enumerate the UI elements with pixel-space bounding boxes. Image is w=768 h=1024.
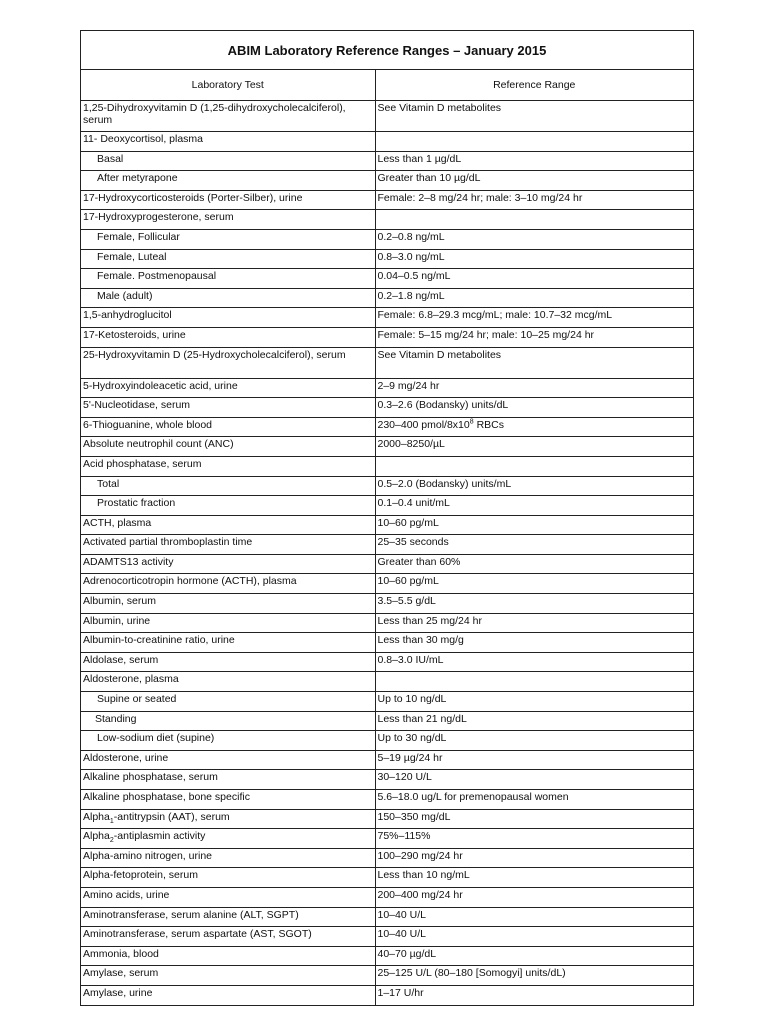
range-value: Less than 1 µg/dL bbox=[377, 152, 462, 165]
table-row bbox=[81, 249, 693, 269]
range-value: 5–19 µg/24 hr bbox=[377, 751, 443, 764]
table-row bbox=[81, 101, 693, 132]
test-name: Amylase, urine bbox=[83, 986, 153, 999]
test-name: Alpha-fetoprotein, serum bbox=[83, 869, 198, 882]
table-row bbox=[81, 190, 693, 210]
test-name: Female. Postmenopausal bbox=[97, 270, 217, 283]
table-row bbox=[81, 985, 693, 1004]
reference-range-cell bbox=[375, 927, 693, 947]
table-row bbox=[81, 417, 693, 437]
laboratory-test-cell bbox=[81, 809, 375, 829]
test-name: Prostatic fraction bbox=[97, 497, 176, 510]
test-name: Male (adult) bbox=[97, 289, 153, 302]
table-row bbox=[81, 711, 693, 731]
test-name: ADAMTS13 activity bbox=[83, 555, 174, 568]
range-value: 10–40 U/L bbox=[377, 928, 426, 941]
range-value: 1–17 U/hr bbox=[377, 986, 424, 999]
reference-range-cell bbox=[375, 269, 693, 289]
table-row bbox=[81, 809, 693, 829]
laboratory-test-cell bbox=[81, 966, 375, 986]
laboratory-test-cell bbox=[81, 249, 375, 269]
reference-range-cell bbox=[375, 210, 693, 230]
laboratory-test-cell bbox=[81, 347, 375, 378]
range-value: See Vitamin D metabolites bbox=[377, 102, 502, 114]
laboratory-test-cell bbox=[81, 790, 375, 810]
test-name: Basal bbox=[97, 152, 124, 165]
range-value: 10–40 U/L bbox=[377, 908, 426, 921]
laboratory-test-cell bbox=[81, 985, 375, 1004]
laboratory-test-cell bbox=[81, 417, 375, 437]
laboratory-test-cell bbox=[81, 378, 375, 398]
laboratory-test-cell bbox=[81, 731, 375, 751]
table-row bbox=[81, 437, 693, 457]
table-row bbox=[81, 229, 693, 249]
test-name: 6-Thioguanine, whole blood bbox=[83, 418, 213, 431]
table-row bbox=[81, 554, 693, 574]
table-row bbox=[81, 456, 693, 476]
test-name: Total bbox=[97, 477, 120, 490]
reference-range-cell bbox=[375, 613, 693, 633]
laboratory-test-cell bbox=[81, 554, 375, 574]
table-row bbox=[81, 633, 693, 653]
range-value: Less than 25 mg/24 hr bbox=[377, 614, 482, 627]
range-value: 0.3–2.6 (Bodansky) units/dL bbox=[377, 399, 509, 412]
range-value: 40–70 µg/dL bbox=[377, 947, 437, 960]
table-row bbox=[81, 946, 693, 966]
reference-range-cell bbox=[375, 437, 693, 457]
laboratory-test-cell bbox=[81, 269, 375, 289]
reference-range-cell bbox=[375, 554, 693, 574]
range-value: 0.1–0.4 unit/mL bbox=[377, 497, 450, 510]
test-name-tail: -antiplasmin activity bbox=[113, 830, 206, 843]
test-name: Activated partial thromboplastin time bbox=[83, 536, 253, 549]
test-name: 17-Hydroxyprogesterone, serum bbox=[83, 211, 234, 224]
reference-range-cell bbox=[375, 476, 693, 496]
test-name: Low-sodium diet (supine) bbox=[97, 732, 215, 745]
laboratory-test-cell bbox=[81, 848, 375, 868]
test-name: Absolute neutrophil count (ANC) bbox=[83, 438, 234, 451]
test-name: 17-Hydroxycorticosteroids (Porter-Silber), urine bbox=[83, 191, 303, 204]
table-row bbox=[81, 378, 693, 398]
test-name: Adrenocorticotropin hormone (ACTH), plasma bbox=[83, 575, 297, 588]
test-name: Amino acids, urine bbox=[83, 888, 170, 901]
test-name: Albumin, serum bbox=[83, 595, 156, 608]
range-value: 230–400 pmol/8x10 bbox=[377, 418, 470, 431]
test-name-subscript: 1 bbox=[109, 817, 114, 825]
laboratory-test-cell bbox=[81, 327, 375, 347]
laboratory-test-cell bbox=[81, 535, 375, 555]
range-value: Greater than 60% bbox=[377, 555, 461, 568]
reference-range-cell bbox=[375, 966, 693, 986]
table-row bbox=[81, 692, 693, 712]
test-name: Amylase, serum bbox=[83, 967, 159, 980]
test-name: Female, Follicular bbox=[97, 230, 180, 243]
range-value: Female: 6.8–29.3 mcg/mL; male: 10.7–32 mcg/mL bbox=[377, 309, 613, 322]
reference-range-cell bbox=[375, 327, 693, 347]
reference-range-cell bbox=[375, 398, 693, 418]
table-row bbox=[81, 594, 693, 614]
reference-range-cell bbox=[375, 692, 693, 712]
laboratory-test-cell bbox=[81, 868, 375, 888]
test-name: Alkaline phosphatase, serum bbox=[83, 771, 218, 784]
range-value: 10–60 pg/mL bbox=[377, 575, 439, 588]
reference-range-cell bbox=[375, 652, 693, 672]
laboratory-test-cell bbox=[81, 308, 375, 328]
laboratory-test-cell bbox=[81, 101, 375, 132]
test-name: Aminotransferase, serum aspartate (AST, SGOT) bbox=[83, 928, 312, 941]
laboratory-test-cell bbox=[81, 210, 375, 230]
test-name: Alkaline phosphatase, bone specific bbox=[83, 791, 250, 803]
test-name: ACTH, plasma bbox=[83, 516, 152, 529]
reference-range-table bbox=[81, 70, 693, 1005]
reference-range-cell bbox=[375, 496, 693, 516]
test-name: Supine or seated bbox=[97, 693, 177, 706]
test-name: 1,25-Dihydroxyvitamin D (1,25-dihydroxycholecalciferol), serum bbox=[83, 102, 346, 126]
reference-range-cell bbox=[375, 907, 693, 927]
table-row bbox=[81, 132, 693, 152]
test-name: 11- Deoxycortisol, plasma bbox=[83, 133, 204, 145]
laboratory-test-cell bbox=[81, 829, 375, 849]
table-row bbox=[81, 652, 693, 672]
reference-range-cell bbox=[375, 790, 693, 810]
test-name: Aldosterone, urine bbox=[83, 751, 169, 764]
reference-range-cell bbox=[375, 672, 693, 692]
table-row bbox=[81, 848, 693, 868]
range-value: 0.8–3.0 ng/mL bbox=[377, 250, 445, 263]
test-name: After metyrapone bbox=[97, 172, 178, 185]
laboratory-test-cell bbox=[81, 476, 375, 496]
laboratory-test-cell bbox=[81, 652, 375, 672]
reference-range-cell bbox=[375, 132, 693, 152]
laboratory-test-cell bbox=[81, 927, 375, 947]
range-value: Female: 5–15 mg/24 hr; male: 10–25 mg/24 hr bbox=[377, 328, 595, 341]
test-name: Aminotransferase, serum alanine (ALT, SGPT) bbox=[83, 908, 299, 921]
table-row bbox=[81, 790, 693, 810]
laboratory-test-cell bbox=[81, 151, 375, 171]
range-value: 150–350 mg/dL bbox=[377, 810, 451, 823]
laboratory-test-cell bbox=[81, 594, 375, 614]
reference-range-cell bbox=[375, 229, 693, 249]
reference-range-cell bbox=[375, 151, 693, 171]
test-name: Albumin-to-creatinine ratio, urine bbox=[83, 634, 235, 647]
laboratory-test-cell bbox=[81, 190, 375, 210]
reference-range-cell bbox=[375, 417, 693, 437]
laboratory-test-cell bbox=[81, 398, 375, 418]
range-value: 25–125 U/L (80–180 [Somogyi] units/dL) bbox=[377, 967, 566, 980]
test-name: Female, Luteal bbox=[97, 250, 167, 263]
reference-range-cell bbox=[375, 633, 693, 653]
reference-range-cell bbox=[375, 809, 693, 829]
range-value: 0.2–1.8 ng/mL bbox=[377, 289, 445, 302]
reference-range-cell bbox=[375, 731, 693, 751]
laboratory-test-cell bbox=[81, 171, 375, 191]
laboratory-test-cell bbox=[81, 132, 375, 152]
range-value: Female: 2–8 mg/24 hr; male: 3–10 mg/24 hr bbox=[377, 191, 583, 204]
range-value: Up to 10 ng/dL bbox=[377, 693, 447, 706]
table-row bbox=[81, 398, 693, 418]
table-row bbox=[81, 171, 693, 191]
range-value: Less than 10 ng/mL bbox=[377, 869, 470, 882]
laboratory-test-cell bbox=[81, 574, 375, 594]
reference-range-cell bbox=[375, 347, 693, 378]
reference-range-document bbox=[80, 30, 694, 1006]
reference-range-cell bbox=[375, 594, 693, 614]
reference-range-cell bbox=[375, 574, 693, 594]
reference-range-cell bbox=[375, 868, 693, 888]
header-laboratory-test: Laboratory Test bbox=[81, 70, 375, 101]
table-row bbox=[81, 347, 693, 378]
test-name: 25-Hydroxyvitamin D (25-Hydroxycholecalciferol), serum bbox=[83, 348, 346, 361]
test-name: Acid phosphatase, serum bbox=[83, 457, 202, 470]
reference-range-cell bbox=[375, 946, 693, 966]
table-row bbox=[81, 269, 693, 289]
table-row bbox=[81, 770, 693, 790]
test-name: Alpha bbox=[83, 810, 110, 823]
laboratory-test-cell bbox=[81, 456, 375, 476]
test-name: Albumin, urine bbox=[83, 614, 151, 627]
table-row bbox=[81, 574, 693, 594]
table-row bbox=[81, 535, 693, 555]
reference-range-cell bbox=[375, 848, 693, 868]
range-value: 0.8–3.0 IU/mL bbox=[377, 653, 444, 666]
range-value: 0.04–0.5 ng/mL bbox=[377, 270, 451, 283]
laboratory-test-cell bbox=[81, 633, 375, 653]
table-row bbox=[81, 515, 693, 535]
table-row bbox=[81, 927, 693, 947]
laboratory-test-cell bbox=[81, 711, 375, 731]
test-name-tail: -antitrypsin (AAT), serum bbox=[113, 810, 230, 823]
range-value: 25–35 seconds bbox=[377, 536, 449, 549]
reference-range-cell bbox=[375, 378, 693, 398]
range-value: 200–400 mg/24 hr bbox=[377, 888, 463, 901]
reference-range-cell bbox=[375, 515, 693, 535]
test-name: Aldosterone, plasma bbox=[83, 673, 179, 686]
range-value: Less than 30 mg/g bbox=[377, 634, 464, 647]
table-row bbox=[81, 868, 693, 888]
reference-range-cell bbox=[375, 249, 693, 269]
range-value: 5.6–18.0 ug/L for premenopausal women bbox=[377, 791, 569, 803]
table-row bbox=[81, 288, 693, 308]
laboratory-test-cell bbox=[81, 692, 375, 712]
range-value: 0.5–2.0 (Bodansky) units/mL bbox=[377, 477, 512, 490]
test-name: 5'-Nucleotidase, serum bbox=[83, 399, 191, 412]
table-row bbox=[81, 672, 693, 692]
test-name: 1,5-anhydroglucitol bbox=[83, 309, 172, 322]
laboratory-test-cell bbox=[81, 907, 375, 927]
laboratory-test-cell bbox=[81, 750, 375, 770]
range-value: Up to 30 ng/dL bbox=[377, 732, 447, 745]
test-name: Alpha bbox=[83, 830, 110, 843]
test-name: 5-Hydroxyindoleacetic acid, urine bbox=[83, 379, 238, 392]
table-row bbox=[81, 496, 693, 516]
laboratory-test-cell bbox=[81, 613, 375, 633]
laboratory-test-cell bbox=[81, 672, 375, 692]
reference-range-cell bbox=[375, 308, 693, 328]
reference-range-cell bbox=[375, 456, 693, 476]
range-value: 10–60 pg/mL bbox=[377, 516, 439, 529]
table-row bbox=[81, 308, 693, 328]
reference-range-cell bbox=[375, 535, 693, 555]
range-value: 3.5–5.5 g/dL bbox=[377, 595, 436, 608]
range-tail: RBCs bbox=[473, 418, 504, 431]
reference-range-cell bbox=[375, 288, 693, 308]
test-name: Aldolase, serum bbox=[83, 653, 159, 666]
table-row bbox=[81, 731, 693, 751]
table-row bbox=[81, 907, 693, 927]
range-value: 100–290 mg/24 hr bbox=[377, 849, 463, 862]
document-title: ABIM Laboratory Reference Ranges – January 2015 bbox=[81, 31, 693, 70]
table-row bbox=[81, 327, 693, 347]
reference-range-cell bbox=[375, 101, 693, 132]
laboratory-test-cell bbox=[81, 288, 375, 308]
range-value: Greater than 10 µg/dL bbox=[377, 172, 481, 185]
reference-range-cell bbox=[375, 190, 693, 210]
test-name-subscript: 2 bbox=[109, 837, 114, 845]
range-value: 30–120 U/L bbox=[377, 771, 432, 784]
test-name: Alpha-amino nitrogen, urine bbox=[83, 849, 212, 862]
reference-range-cell bbox=[375, 770, 693, 790]
table-row bbox=[81, 966, 693, 986]
table-body bbox=[81, 101, 693, 1005]
range-value: 2–9 mg/24 hr bbox=[377, 379, 440, 392]
table-row bbox=[81, 210, 693, 230]
reference-range-cell bbox=[375, 750, 693, 770]
table-row bbox=[81, 151, 693, 171]
header-reference-range: Reference Range bbox=[375, 70, 693, 101]
laboratory-test-cell bbox=[81, 946, 375, 966]
test-name: 17-Ketosteroids, urine bbox=[83, 328, 186, 341]
laboratory-test-cell bbox=[81, 229, 375, 249]
reference-range-cell bbox=[375, 985, 693, 1004]
test-name: Standing bbox=[95, 712, 137, 725]
range-superscript: 8 bbox=[469, 418, 474, 426]
reference-range-cell bbox=[375, 829, 693, 849]
range-value: 75%–115% bbox=[377, 830, 431, 843]
range-value: 0.2–0.8 ng/mL bbox=[377, 230, 445, 243]
laboratory-test-cell bbox=[81, 770, 375, 790]
table-row bbox=[81, 887, 693, 907]
reference-range-cell bbox=[375, 887, 693, 907]
table-row bbox=[81, 476, 693, 496]
laboratory-test-cell bbox=[81, 887, 375, 907]
range-value: Less than 21 ng/dL bbox=[377, 712, 467, 725]
test-name: Ammonia, blood bbox=[83, 947, 159, 960]
laboratory-test-cell bbox=[81, 437, 375, 457]
laboratory-test-cell bbox=[81, 515, 375, 535]
table-header-row bbox=[81, 70, 693, 101]
range-value: 2000–8250/µL bbox=[377, 438, 445, 451]
reference-range-cell bbox=[375, 171, 693, 191]
table-row bbox=[81, 613, 693, 633]
reference-range-cell bbox=[375, 711, 693, 731]
table-row bbox=[81, 750, 693, 770]
laboratory-test-cell bbox=[81, 496, 375, 516]
table-row bbox=[81, 829, 693, 849]
range-value: See Vitamin D metabolites bbox=[377, 348, 502, 361]
